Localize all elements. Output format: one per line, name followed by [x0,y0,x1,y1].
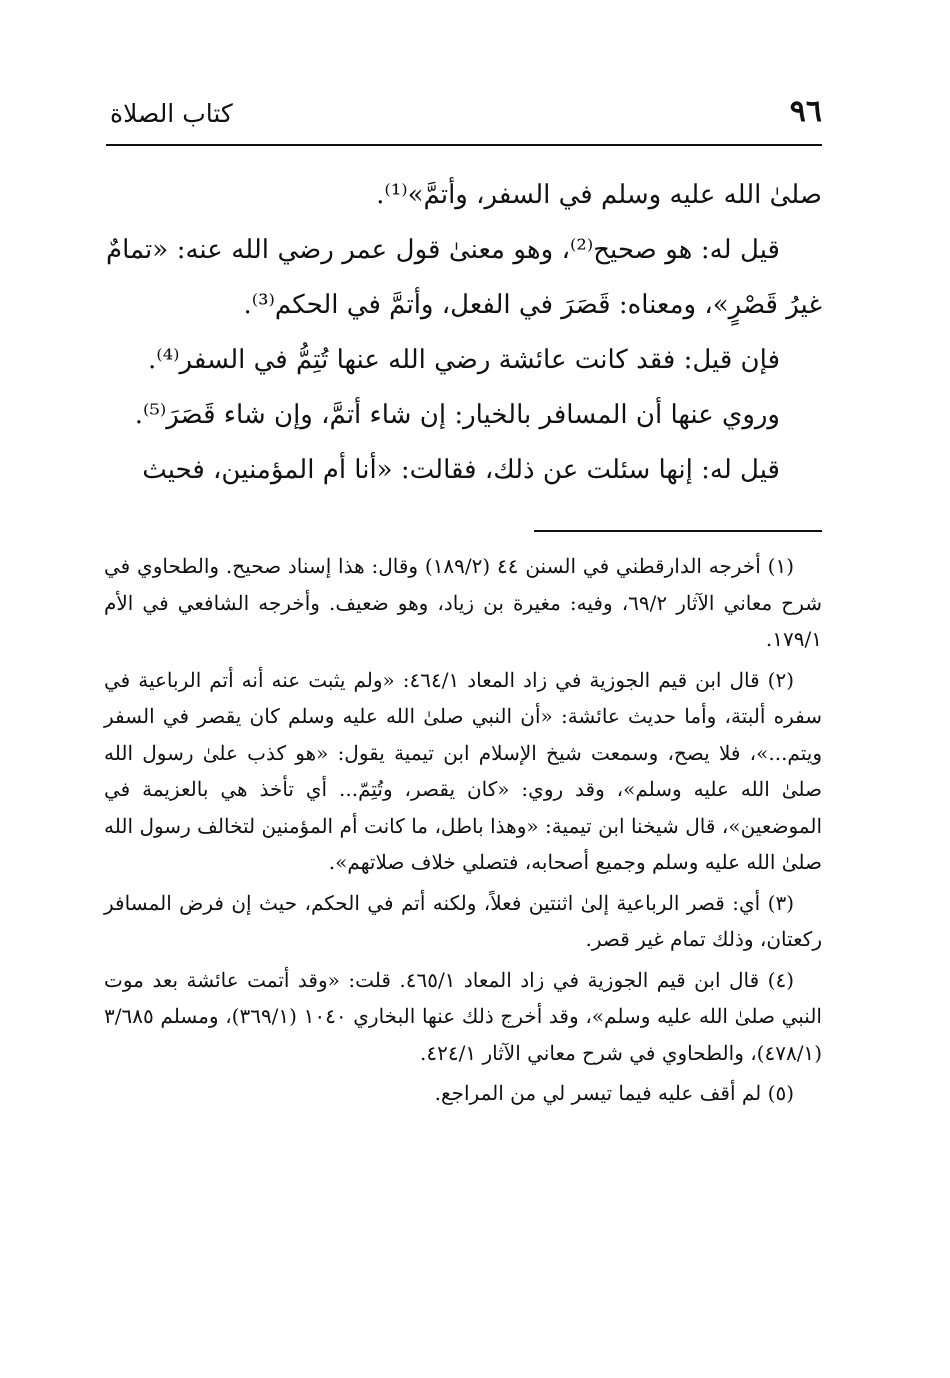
body-paragraph: قيل له: إنها سئلت عن ذلك، فقالت: «أنا أم المؤمنين، فحيث [142,455,780,485]
footnote-4: (٤) قال ابن قيم الجوزية في زاد المعاد ٤٦٥/١. قلت: «وقد أتمت عائشة بعد موت النبي صلىٰ الله عليه وسلم»، وقد أخرج ذلك عنها البخاري ١٠٤٠ (٣٦٩/١)، ومسلم ٣/٦٨٥ (٤٧٨/١)، والطحاوي في شرح معاني الآثار ٤٢٤/١. [104,967,822,1065]
header-divider [106,144,822,146]
footnotes [104,548,822,1116]
page-number: ٩٦ [789,94,822,129]
footnote-1: (١) أخرجه الدارقطني في السنن ٤٤ (١٨٩/٢) وقال: هذا إسناد صحيح. والطحاوي في شرح معاني الآثار ٦٩/٢، وفيه: مغيرة بن زياد، وهو ضعيف. وأخرجه الشافعي في الأم ١٧٩/١. [104,554,822,651]
body-paragraph: فإن قيل: فقد كانت عائشة رضي الله عنها تُتِمُّ في السفر⁽⁴⁾. [148,345,780,375]
page-header [110,92,822,138]
footnote-3: (٣) أي: قصر الرباعية إلىٰ اثنتين فعلاً، ولكنه أتم في الحكم، حيث إن فرض المسافر ركعتان، وذلك تمام غير قصر. [104,890,822,951]
main-text [106,168,822,498]
body-paragraph: قيل له: هو صحيح⁽²⁾، وهو معنىٰ قول عمر رضي الله عنه: «تمامٌ غيرُ قَصْرٍ»، ومعناه: قَصَرَ في الفعل، وأتمَّ في الحكم⁽³⁾. [106,235,822,320]
footnote-2: (٢) قال ابن قيم الجوزية في زاد المعاد ٤٦٤/١: «ولم يثبت عنه أنه أتم الرباعية في سفره ألبتة، وأما حديث عائشة: «أن النبي صلىٰ الله عليه وسلم كان يقصر في السفر ويتم...»، فلا يصح، وسمعت شيخ الإسلام ابن تيمية يقول: «هو كذب علىٰ رسول الله صلىٰ الله عليه وسلم»، وقد روي: «كان يقصر، وتُتِمّ... أي تأخذ هي بالعزيمة في الموضعين»، قال شيخنا ابن تيمية: «وهذا باطل، ما كانت أم المؤمنين لتخالف رسول الله صلىٰ الله عليه وسلم وجميع أصحابه، فتصلي خلاف صلاتهم». [104,667,822,874]
footnote-5: (٥) لم أقف عليه فيما تيسر لي من المراجع. [434,1081,794,1105]
footnote-divider [534,530,822,532]
body-paragraph: صلىٰ الله عليه وسلم في السفر، وأتمَّ»⁽¹⁾. [376,180,822,210]
running-title: كتاب الصلاة [110,99,233,128]
body-paragraph: وروي عنها أن المسافر بالخيار: إن شاء أتمَّ، وإن شاء قَصَرَ⁽⁵⁾. [134,400,780,430]
